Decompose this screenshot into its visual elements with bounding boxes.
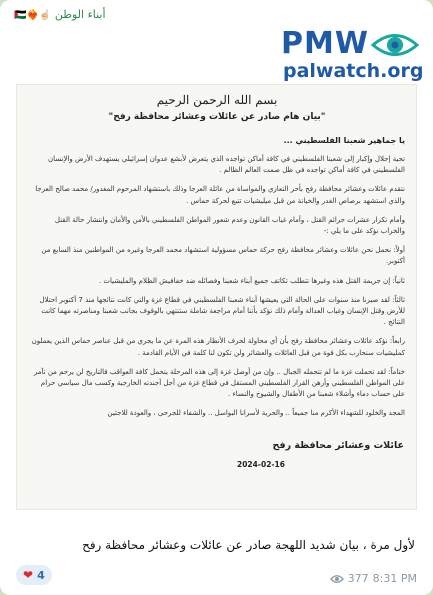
document-paragraph: رابعاً: نؤكد عائلات وعشائر محافظة رفح بأن أي محاولة لحرف الأنظار هذه المرة عن ما يجري من قبل عناصر حماس الذين يعملون كمليشيات سنحارب بكل قوة من قبل العائلات والعشائر ولن تكون لنا كلمة في الأيام القادمة . [31,337,405,357]
statement-body [29,93,405,428]
message-caption: لأول مرة ، بيان شديد اللهجة صادر عن عائلات وعشائر محافظة رفح [82,538,415,552]
message-meta [330,572,417,585]
document-paragraph: تحية إجلال وإكبار إلى شعبنا الفلسطيني في كافة أماكن تواجده الذي يتعرض لأبشع عدوان إسرائيلي يستهدف الأرض والإنسان الفلسطيني في كافة أماكن تواجده في ظل صمت العالم الظالم . [48,155,405,175]
message-time: 8:31 PM [372,572,417,585]
eye-icon [371,30,419,60]
document-paragraph: المجد والخلود للشهداء الأكرم منا جميعاً .. والحرية لأسرانا البواسل .. والشفاء للجرحى ، والعودة للاجئين [107,409,405,418]
channel-name-text: أبناء الوطن [54,8,106,21]
document-paragraph: ثانياً: إن جريمة القتل هذه وغيرها تتطلب تكاتف جميع أبناء شعبنا وفصائله ضد خفافيش الظلام والمليشيات . [98,276,405,285]
watermark-brand: PMW [281,26,369,61]
document-basmala: بسم الله الرحمن الرحيم [156,93,278,107]
document-paragraph: وأمام تكرار عشرات جرائم القتل ، وأمام غياب القانون وعدم شعور المواطن الفلسطيني بالأمن والأمان وانتشار حالة القتل والخراب نؤكد على ما يلي :- [54,215,405,236]
channel-name[interactable] [14,8,106,21]
eye-views-icon [330,574,344,584]
view-count: 377 [347,572,369,585]
document-title: "بيان هام صادر عن عائلات وعشائر محافظة رفح" [108,112,326,122]
document-signature: عائلات وعشائر محافظة رفح [272,440,404,451]
statement-document-image[interactable] [16,84,417,510]
heart-icon: ❤ [23,568,34,582]
pmw-watermark [281,26,424,84]
channel-emojis: ☝🏻❤️‍🔥🇵🇸 [14,10,52,21]
document-greeting: يا جماهير شعبنا الفلسطيني ... [283,136,405,145]
document-date: 2024-02-16 [237,460,285,469]
heart-reaction-button[interactable] [16,565,52,585]
document-paragraph: نتقدم عائلات وعشائر محافظة رفح بأحر التعازي والمواساة من عائلة العرجا وذلك باستشهاد المرحوم المغدور/ محمد صالح العرجا والذي استشهد برصاص الغدر والخيانة من قبل ميليشيات تتبع لحركة حماس . [35,185,405,205]
document-paragraph: ختاماً: لقد تحملت غزة ما لم تتحمله الجبال .. وإن من أوصل غزة إلى هذه المرحلة يتحمل كافة العواقب فالتاريخ لن يرحم من تآمر على المواطن الفلسطيني وأرهن القرار الفلسطيني المستقل في قطاع غزة من أجل أجندته الخارجية وكسب مال سياسي حرام على حساب دماء وأشلاء شعبنا من الأطفال والشيوخ والنساء . [33,367,405,399]
document-paragraph: ثالثاً: لقد صبرنا منذ سنوات على الحالة التي يعيشها أبناء شعبنا الفلسطيني في قطاع غزة والتي كانت نتائجها منذ 7 أكتوبر احتلال للأرض وقتل الإنسان وغياب العدالة وأمام ذلك نؤكد بأننا أمام مراجعة شاملة ستنتهي بالوقوف بجانب شعبنا ومناصرته مهما كانت النتائج . [39,295,405,327]
watermark-site: palwatch.org [283,60,424,82]
reaction-count: 4 [37,568,45,582]
document-paragraph: أولاً: نحمل نحن عائلات وعشائر محافظة رفح حركة حماس مسؤولية استشهاد محمد العرجا وغيره من المواطنين منذ السابع من أكتوبر. [41,246,405,266]
